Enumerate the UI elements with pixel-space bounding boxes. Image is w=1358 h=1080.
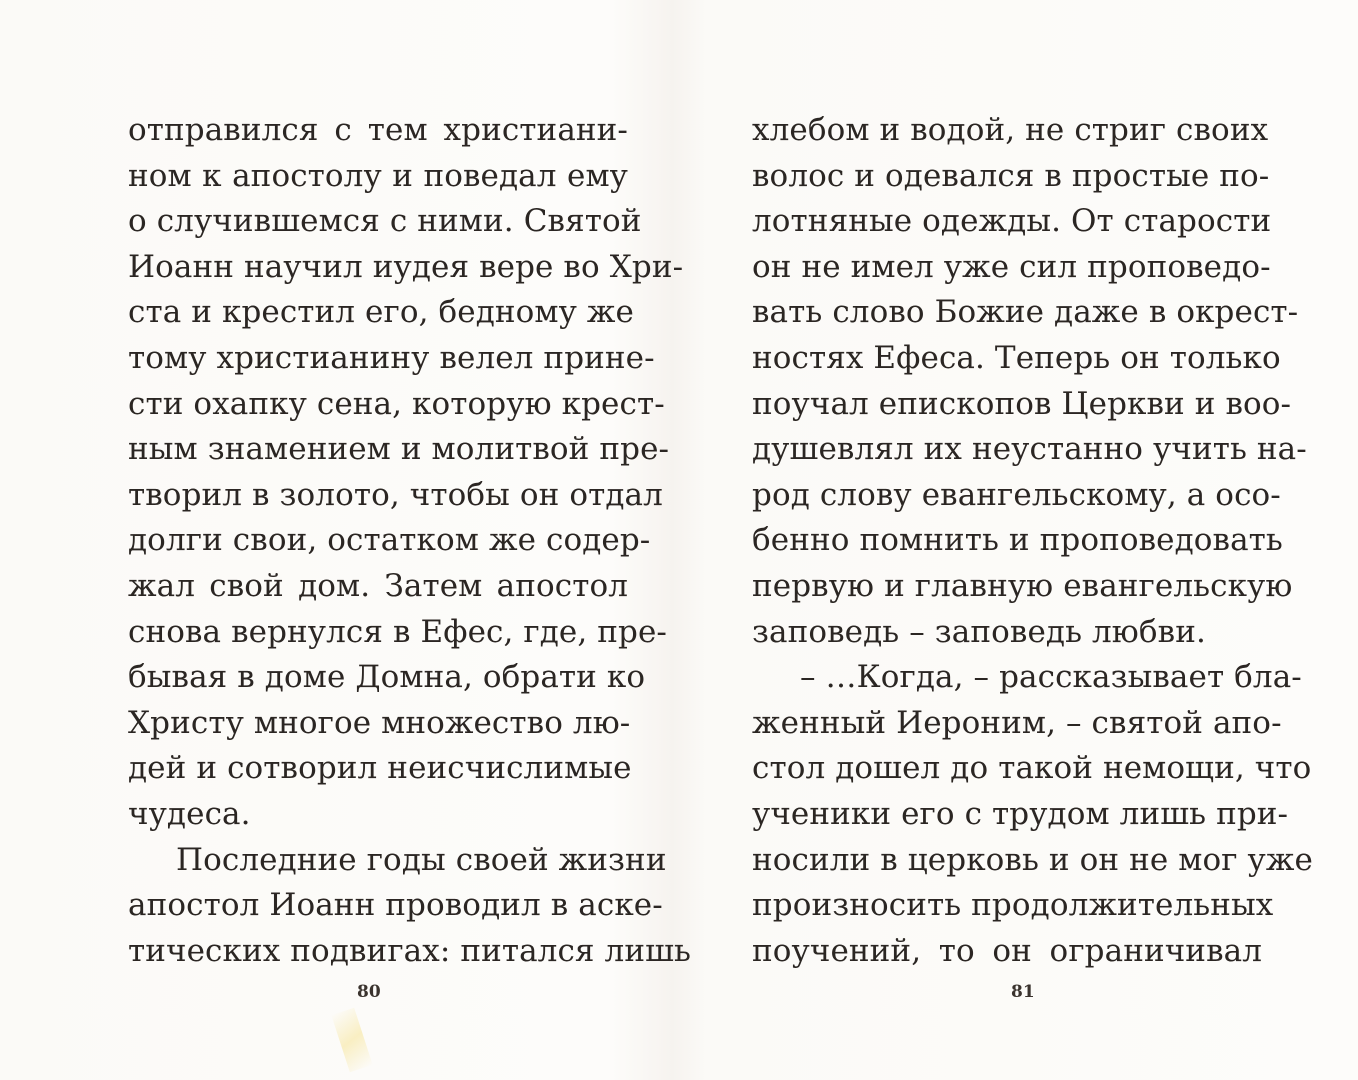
text-line: ным знамением и молитвой пре-	[128, 431, 670, 468]
text-line: он не имел уже сил проповедо-	[752, 248, 1271, 285]
text-line: ном к апостолу и поведал ему	[128, 157, 628, 194]
text-line: хлебом и водой, не стриг своих	[752, 112, 1269, 148]
text-line: душевлял их неустанно учить на-	[752, 431, 1307, 468]
text-line: вать слово Божие даже в окрест-	[752, 294, 1299, 331]
text-line: бывая в доме Домна, обрати ко	[128, 659, 646, 696]
text-line: о случившемся с ними. Святой	[128, 203, 642, 240]
left-page	[128, 108, 691, 974]
page-number-right: 81	[1011, 982, 1035, 1002]
right-page	[752, 108, 1313, 974]
paragraph-first-line: – …Когда, – рассказывает бла-	[800, 659, 1302, 696]
text-line: первую и главную евангельскую	[752, 567, 1293, 604]
page-number-left: 80	[357, 982, 381, 1002]
text-line: сти охапку сена, которую крест-	[128, 385, 665, 422]
text-line: снова вернулся в Ефес, где, пре-	[128, 613, 668, 650]
text-line: Христу многое множество лю-	[128, 704, 631, 741]
text-line: долги свои, остатком же содер-	[128, 522, 651, 559]
text-line: заповедь – заповедь любви.	[752, 613, 1206, 650]
text-line: женный Иероним, – святой апо-	[752, 704, 1282, 741]
paragraph-first-line: Последние годы своей жизни	[176, 841, 667, 878]
text-line: чудеса.	[128, 795, 251, 832]
text-line: ученики его с трудом лишь при-	[752, 795, 1289, 832]
text-line: лотняные одежды. От старости	[752, 203, 1272, 240]
paper-mark	[331, 1008, 372, 1072]
text-line: бенно помнить и проповедовать	[752, 522, 1283, 559]
text-line: ста и крестил его, бедному же	[128, 294, 634, 331]
text-line: произносить продолжительных	[752, 887, 1274, 924]
text-line: жал свой дом. Затем апостол	[128, 567, 628, 604]
text-line: апостол Иоанн проводил в аске-	[128, 887, 663, 924]
text-line: стол дошел до такой немощи, что	[752, 750, 1312, 787]
text-line: Иоанн научил иудея вере во Хри-	[128, 248, 684, 285]
text-line: носили в церковь и он не мог уже	[752, 841, 1313, 878]
text-line: дей и сотворил неисчислимые	[128, 750, 632, 787]
text-line: поучений, то он ограничивал	[752, 932, 1262, 969]
text-line: тому христианину велел прине-	[128, 339, 655, 376]
text-line: творил в золото, чтобы он отдал	[128, 476, 663, 513]
text-line: тических подвигах: питался лишь	[128, 932, 691, 969]
text-line: отправился с тем христиани-	[128, 112, 628, 148]
text-line: род слову евангельскому, а осо-	[752, 476, 1281, 513]
text-line: ностях Ефеса. Теперь он только	[752, 339, 1281, 376]
text-line: волос и одевался в простые по-	[752, 157, 1270, 194]
text-line: поучал епископов Церкви и воо-	[752, 385, 1292, 422]
